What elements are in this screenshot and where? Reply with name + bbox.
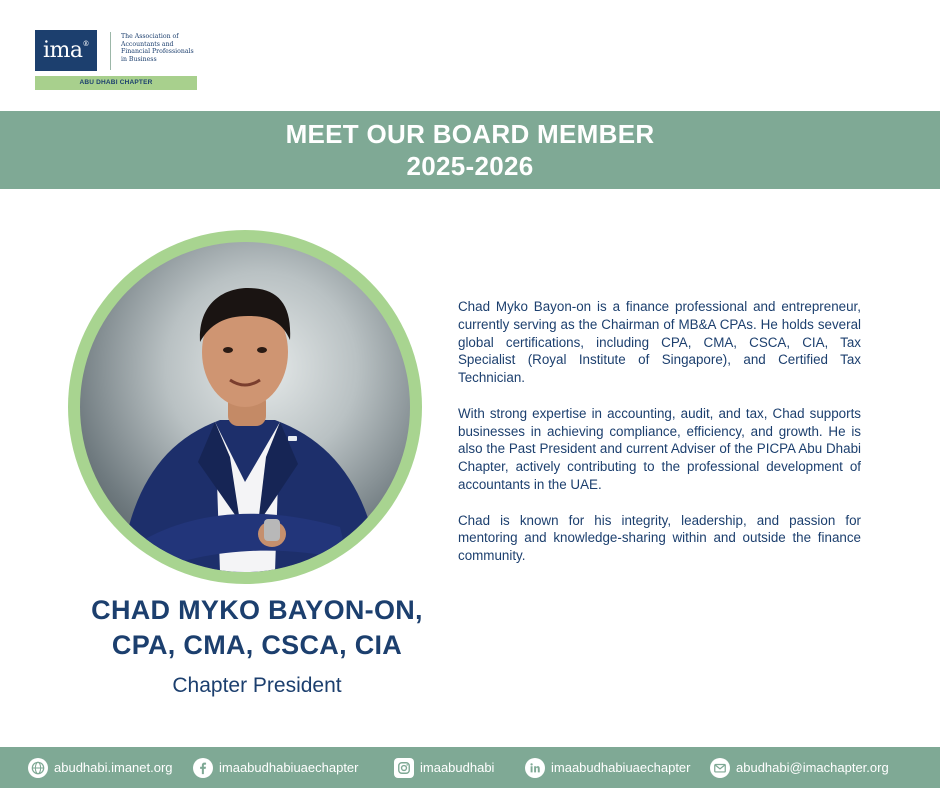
footer-website-text: abudhabi.imanet.org bbox=[54, 760, 173, 775]
member-role: Chapter President bbox=[172, 674, 342, 697]
member-name: CHAD MYKO BAYON-ON, bbox=[91, 595, 423, 625]
page-subtitle-year: 2025-2026 bbox=[406, 151, 534, 181]
footer-website-link[interactable] bbox=[28, 747, 173, 788]
member-credentials: CPA, CMA, CSCA, CIA bbox=[111, 630, 403, 660]
footer-facebook-link[interactable] bbox=[193, 747, 359, 788]
footer-facebook-text: imaabudhabiuaechapter bbox=[219, 760, 359, 775]
footer-instagram-link[interactable] bbox=[394, 747, 494, 788]
footer-email-text: abudhabi@imachapter.org bbox=[736, 760, 889, 775]
member-bio bbox=[458, 298, 861, 583]
bio-paragraph: With strong expertise in accounting, audit, and tax, Chad supports businesses in achieving compliance, efficiency, and growth. He is also the Past President and current Adviser of the PICPA Abu Dhabi Chapter, actively contributing to the professional development of accountants in the UAE. bbox=[458, 405, 861, 492]
ima-logo-mark: ima® bbox=[35, 30, 97, 71]
instagram-icon bbox=[394, 758, 414, 778]
footer-linkedin-link[interactable] bbox=[525, 747, 691, 788]
portrait-illustration bbox=[80, 242, 410, 572]
logo-chapter-label: ABU DHABI CHAPTER bbox=[35, 76, 197, 90]
footer-contact-bar bbox=[0, 747, 940, 788]
footer-linkedin-text: imaabudhabiuaechapter bbox=[551, 760, 691, 775]
bio-paragraph: Chad is known for his integrity, leadership, and passion for mentoring and knowledge-sharing within and outside the finance community. bbox=[458, 512, 861, 564]
footer-email-link[interactable] bbox=[710, 747, 889, 788]
logo-divider bbox=[110, 32, 111, 70]
linkedin-icon bbox=[525, 758, 545, 778]
logo-tagline: The Association of Accountants and Financial Professionals in Business bbox=[121, 33, 194, 63]
bio-paragraph: Chad Myko Bayon-on is a finance professional and entrepreneur, currently serving as the Chairman of MB&A CPAs. He holds several global certifications, including CPA, CMA, CSCA, CIA, Tax Specialist (Royal Institute of Singapore), and Certified Tax Technician. bbox=[458, 299, 861, 386]
mail-icon bbox=[710, 758, 730, 778]
footer-instagram-text: imaabudhabi bbox=[420, 760, 495, 775]
portrait-frame bbox=[68, 230, 422, 584]
facebook-icon bbox=[193, 758, 213, 778]
title-band bbox=[0, 111, 940, 189]
ima-logo bbox=[35, 30, 197, 90]
page-title: MEET OUR BOARD MEMBER bbox=[285, 119, 655, 149]
globe-icon bbox=[28, 758, 48, 778]
portrait-photo bbox=[80, 242, 410, 572]
